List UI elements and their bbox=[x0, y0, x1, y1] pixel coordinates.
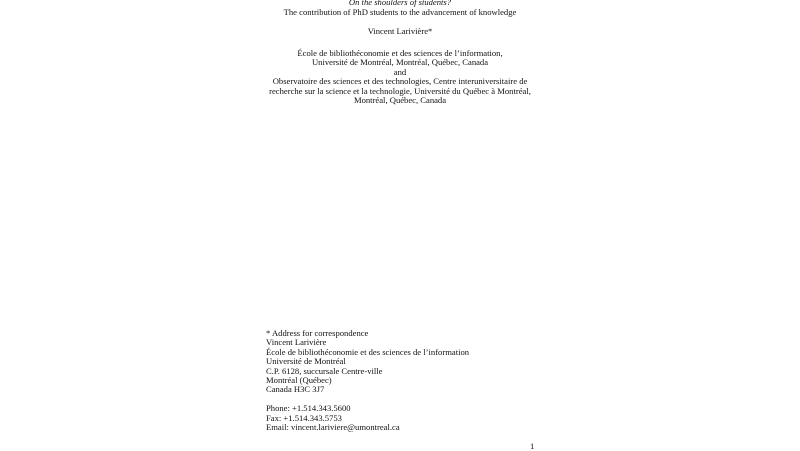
correspondence-line: École de bibliothéconomie et des sciences de l’information bbox=[266, 346, 470, 357]
fax-line: Fax: +1.514.343.5753 bbox=[266, 412, 342, 423]
paper-title: On the shoulders of students? bbox=[348, 0, 452, 7]
affiliation-line: École de bibliothéconomie et des sciences de l’information, bbox=[297, 48, 503, 58]
correspondence-line: Montréal (Québec) bbox=[266, 374, 332, 385]
affiliation-line: Observatoire des sciences et des technologies, Centre interuniversitaire de bbox=[272, 76, 528, 87]
correspondence-block bbox=[266, 329, 469, 432]
correspondence-line: C.P. 6128, succursale Centre-ville bbox=[266, 365, 383, 376]
correspondence-line: Canada H3C 3J7 bbox=[266, 384, 325, 395]
phone-line: Phone: +1.514.343.5600 bbox=[266, 403, 351, 414]
affiliation-line: Université de Montréal, Montréal, Québec, Canada bbox=[311, 57, 489, 68]
affiliation-block bbox=[0, 49, 800, 105]
correspondence-line: * Address for correspondence bbox=[266, 328, 369, 338]
author-name: Vincent Larivière* bbox=[367, 26, 433, 36]
email-line: Email: vincent.lariviere@umontreal.ca bbox=[266, 421, 400, 432]
correspondence-line: Vincent Larivière bbox=[266, 337, 327, 348]
affiliation-line: and bbox=[393, 66, 407, 77]
paper-subtitle: The contribution of PhD students to the advancement of knowledge bbox=[283, 7, 517, 17]
page-number: 1 bbox=[530, 441, 535, 451]
affiliation-line: Montréal, Québec, Canada bbox=[353, 94, 447, 105]
correspondence-line: Université de Montréal bbox=[266, 356, 346, 367]
affiliation-line: recherche sur la science et la technologie, Université du Québec à Montréal, bbox=[269, 85, 531, 96]
